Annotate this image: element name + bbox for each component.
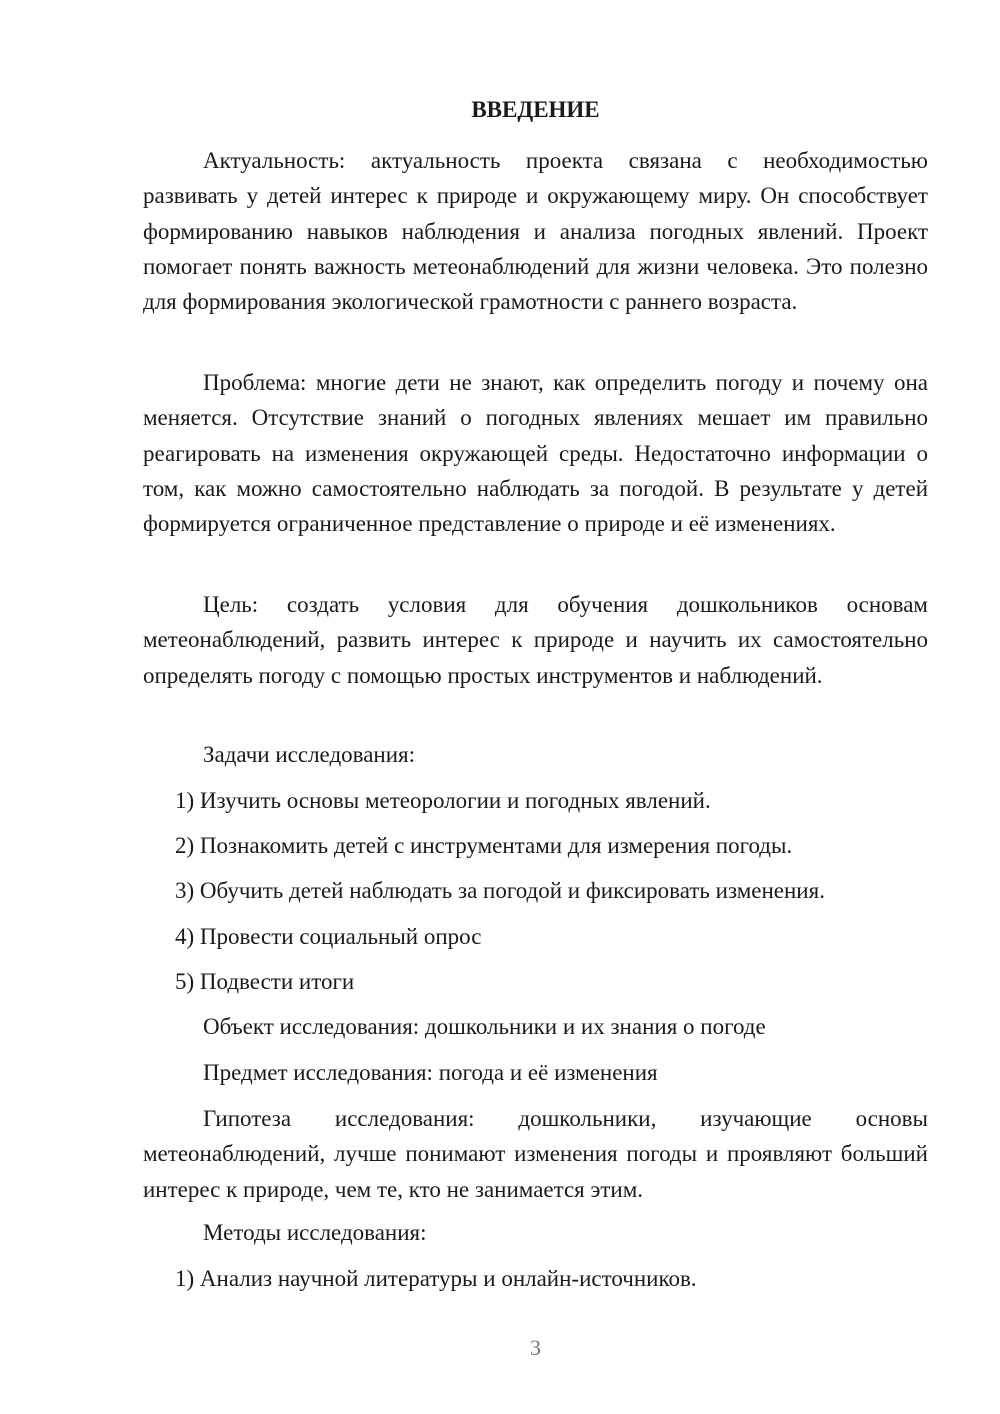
- goal-paragraph: Цель: создать условия для обучения дошкольников основам метеонаблюдений, развить интерес к природе и научить их самостоятельно определять погоду с помощью простых инструментов и наблюдений.: [143, 592, 928, 688]
- task-item-5: 5) Подвести итоги: [175, 969, 355, 994]
- problem-paragraph: Проблема: многие дети не знают, как определить погоду и почему она меняется. Отсутствие знаний о погодных явлениях мешает им правильно реагировать на изменения окружающей среды. Недостаточно информации о том, как можно самостоятельно наблюдать за погодой. В результате у детей формируется ограниченное представление о природе и её изменениях.: [143, 370, 928, 537]
- task-item-1: 1) Изучить основы метеорологии и погодных явлений.: [175, 788, 711, 813]
- research-object: Объект исследования: дошкольники и их знания о погоде: [203, 1014, 766, 1039]
- relevance-paragraph: Актуальность: актуальность проекта связана с необходимостью развивать у детей интерес к природе и окружающему миру. Он способствует формированию навыков наблюдения и анализа погодных явлений. Проект помогает понять важность метеонаблюдений для жизни человека. Это полезно для формирования экологической грамотности с раннего возраста.: [143, 148, 928, 315]
- tasks-heading: Задачи исследования:: [203, 742, 416, 767]
- task-item-2: 2) Познакомить детей с инструментами для измерения погоды.: [175, 833, 793, 858]
- method-item-1: 1) Анализ научной литературы и онлайн-источников.: [175, 1266, 697, 1291]
- task-item-4: 4) Провести социальный опрос: [175, 924, 482, 949]
- hypothesis-paragraph: Гипотеза исследования: дошкольники, изучающие основы метеонаблюдений, лучше понимают изменения погоды и проявляют больший интерес к природе, чем те, кто не занимается этим.: [143, 1106, 928, 1202]
- task-item-3: 3) Обучить детей наблюдать за погодой и фиксировать изменения.: [175, 878, 825, 903]
- page-number: 3: [530, 1335, 541, 1360]
- research-subject: Предмет исследования: погода и её изменения: [203, 1060, 658, 1085]
- section-heading: ВВЕДЕНИЕ: [471, 97, 600, 122]
- methods-heading: Методы исследования:: [203, 1220, 427, 1245]
